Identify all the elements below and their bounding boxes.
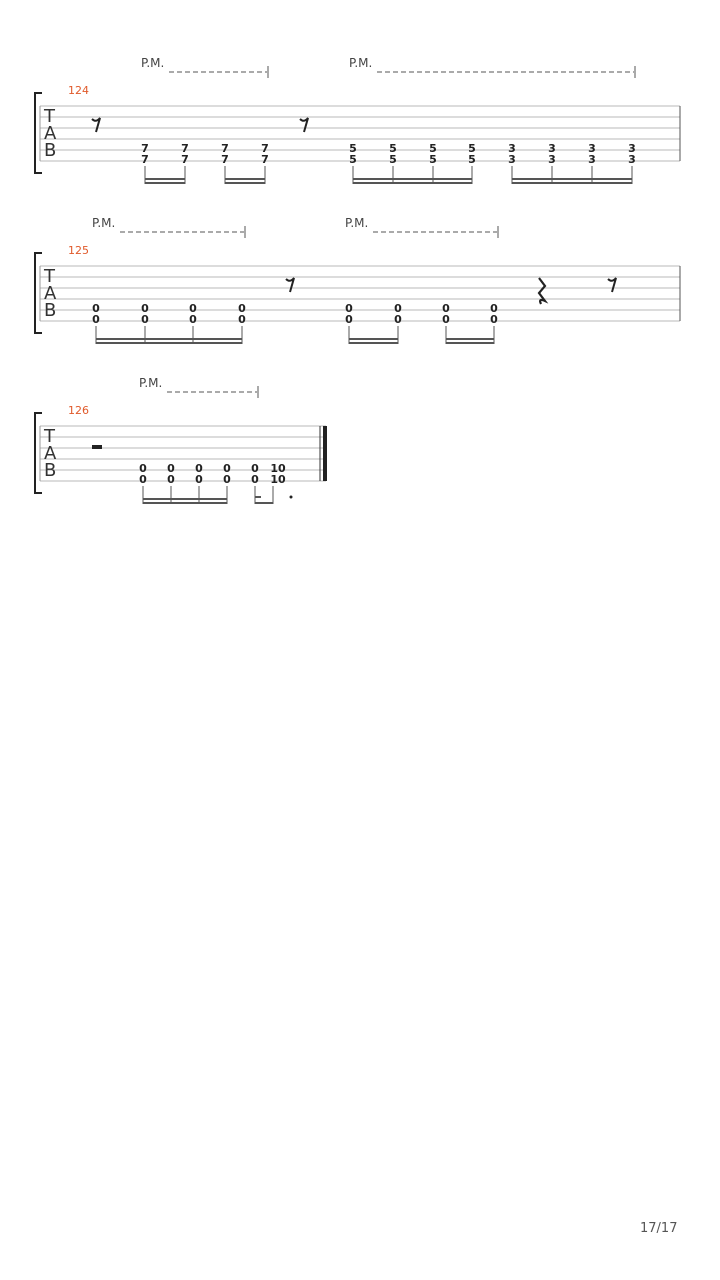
fret-number: 5 bbox=[429, 153, 437, 166]
fret-number: 5 bbox=[389, 142, 397, 155]
fret-number: 0 bbox=[394, 313, 402, 326]
fret-number: 0 bbox=[251, 462, 259, 475]
fret-number: 0 bbox=[223, 462, 231, 475]
note-beams bbox=[96, 326, 494, 344]
eighth-rest bbox=[92, 118, 100, 132]
fret-number: 3 bbox=[628, 142, 636, 155]
half-rest bbox=[92, 445, 102, 449]
palm-mute-label: P.M. bbox=[349, 56, 373, 70]
note-beams bbox=[145, 166, 632, 184]
fret-number: 7 bbox=[221, 142, 229, 155]
fret-number: 5 bbox=[349, 142, 357, 155]
fret-number: 0 bbox=[345, 313, 353, 326]
tab-clef-t: T bbox=[44, 426, 55, 447]
staff-lines bbox=[40, 106, 680, 161]
fret-number: 5 bbox=[429, 142, 437, 155]
fret-number: 0 bbox=[189, 302, 197, 315]
fret-number: 3 bbox=[588, 142, 596, 155]
fret-number: 0 bbox=[92, 313, 100, 326]
beam-bars bbox=[96, 338, 494, 344]
fret-number: 3 bbox=[548, 142, 556, 155]
fret-number: 0 bbox=[189, 313, 197, 326]
fret-number: 3 bbox=[508, 142, 516, 155]
fret-number: 0 bbox=[442, 313, 450, 326]
measure-number: 125 bbox=[68, 244, 89, 257]
fret-number: 0 bbox=[238, 302, 246, 315]
palm-mute-label: P.M. bbox=[141, 56, 165, 70]
fret-number: 5 bbox=[389, 153, 397, 166]
fret-number: 5 bbox=[468, 153, 476, 166]
fret-number: 7 bbox=[141, 142, 149, 155]
fret-number: 7 bbox=[181, 153, 189, 166]
fret-number: 10 bbox=[270, 473, 286, 486]
beam-bars bbox=[143, 496, 273, 504]
fret-number: 3 bbox=[628, 153, 636, 166]
measure-number: 124 bbox=[68, 84, 89, 97]
palm-mute-label: P.M. bbox=[345, 216, 369, 230]
tab-clef-b: B bbox=[44, 300, 57, 321]
fret-number: 0 bbox=[195, 462, 203, 475]
tab-clef-a: A bbox=[44, 283, 57, 304]
system-3 bbox=[35, 376, 327, 504]
fret-numbers bbox=[139, 462, 286, 486]
fret-number: 3 bbox=[588, 153, 596, 166]
fret-number: 0 bbox=[141, 313, 149, 326]
palm-mute-label: P.M. bbox=[139, 376, 163, 390]
fret-number: 0 bbox=[490, 302, 498, 315]
fret-numbers bbox=[92, 302, 498, 326]
eighth-rest bbox=[608, 278, 616, 292]
eighth-rest bbox=[286, 278, 294, 292]
tab-clef-b: B bbox=[44, 140, 57, 161]
fret-number: 0 bbox=[141, 302, 149, 315]
tab-clef-t: T bbox=[44, 106, 55, 127]
tab-clef-b: B bbox=[44, 460, 57, 481]
fret-number: 7 bbox=[261, 142, 269, 155]
fret-number: 10 bbox=[270, 462, 286, 475]
fret-number: 0 bbox=[223, 473, 231, 486]
fret-number: 3 bbox=[548, 153, 556, 166]
fret-number: 7 bbox=[181, 142, 189, 155]
tab-clef-a: A bbox=[44, 123, 57, 144]
system-1 bbox=[35, 56, 680, 184]
fret-number: 0 bbox=[238, 313, 246, 326]
palm-mute-label: P.M. bbox=[92, 216, 116, 230]
fret-number: 3 bbox=[508, 153, 516, 166]
page-number: 17/17 bbox=[640, 1221, 678, 1236]
fret-number: 0 bbox=[394, 302, 402, 315]
fret-number: 5 bbox=[468, 142, 476, 155]
fret-number: 0 bbox=[490, 313, 498, 326]
quarter-rest bbox=[539, 278, 545, 304]
fret-number: 0 bbox=[195, 473, 203, 486]
tab-clef-a: A bbox=[44, 443, 57, 464]
fret-number: 7 bbox=[141, 153, 149, 166]
fret-number: 0 bbox=[139, 473, 147, 486]
fret-numbers bbox=[141, 142, 636, 166]
final-barline-thick bbox=[323, 426, 327, 481]
eighth-rest bbox=[300, 118, 308, 132]
fret-number: 0 bbox=[139, 462, 147, 475]
fret-number: 7 bbox=[261, 153, 269, 166]
fret-number: 0 bbox=[167, 462, 175, 475]
fret-number: 0 bbox=[92, 302, 100, 315]
fret-number: 0 bbox=[167, 473, 175, 486]
augmentation-dot bbox=[290, 496, 293, 499]
staff-lines bbox=[40, 266, 680, 321]
fret-number: 0 bbox=[251, 473, 259, 486]
system-2 bbox=[35, 216, 680, 344]
beam-bars bbox=[145, 178, 632, 184]
fret-number: 5 bbox=[349, 153, 357, 166]
measure-number: 126 bbox=[68, 404, 89, 417]
fret-number: 7 bbox=[221, 153, 229, 166]
tab-clef-t: T bbox=[44, 266, 55, 287]
note-beams bbox=[143, 486, 273, 504]
fret-number: 0 bbox=[345, 302, 353, 315]
fret-number: 0 bbox=[442, 302, 450, 315]
